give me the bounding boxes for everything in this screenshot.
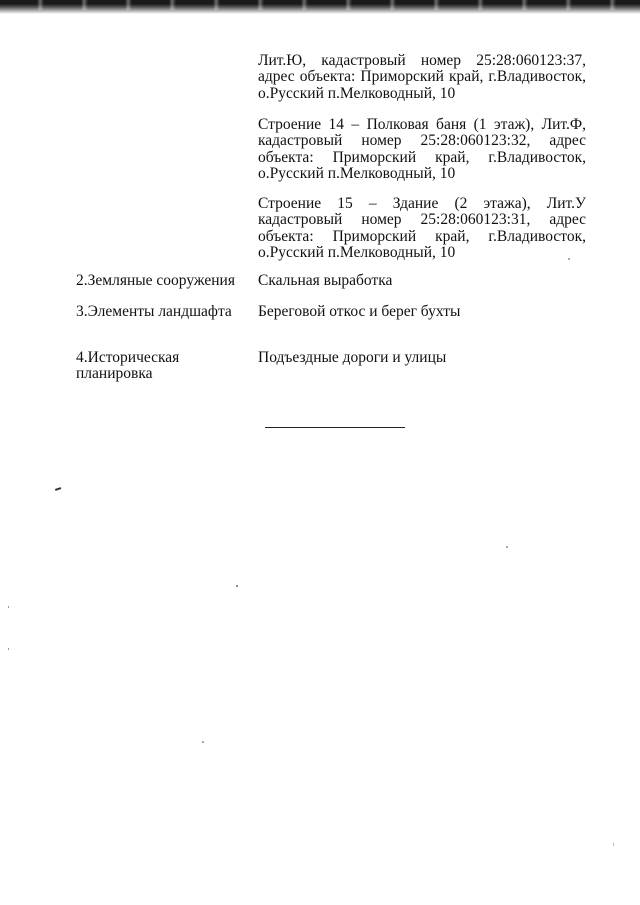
scan-speck bbox=[568, 258, 570, 260]
scan-speck bbox=[8, 606, 9, 608]
scan-speck bbox=[506, 546, 508, 548]
end-divider-line bbox=[265, 427, 405, 428]
scan-speck bbox=[55, 487, 61, 490]
row-value-landscape: Береговой откос и берег бухты bbox=[258, 303, 461, 320]
object-description-building-14: Строение 14 – Полковая баня (1 этаж), Лит.Ф, кадастровый номер 25:28:060123:32, адрес объекта: Приморский край, г.Владивосток, о.Русский п.Мелководный, 10 bbox=[258, 116, 586, 182]
row-value-earthworks: Скальная выработка bbox=[258, 272, 393, 289]
row-label-historical-layout: 4.Историческая планировка bbox=[76, 349, 180, 383]
row-value-historical-layout: Подъездные дороги и улицы bbox=[258, 349, 447, 366]
scan-speck bbox=[8, 648, 9, 650]
scan-top-edge bbox=[0, 0, 640, 14]
row-label-earthworks: 2.Земляные сооружения bbox=[76, 272, 235, 289]
scan-speck bbox=[202, 741, 204, 743]
object-description-building-15: Строение 15 – Здание (2 этажа), Лит.У кадастровый номер 25:28:060123:31, адрес объекта: Приморский край, г.Владивосток, о.Русский п.Мелководный, 10 bbox=[258, 195, 586, 261]
row-label-landscape: 3.Элементы ландшафта bbox=[76, 303, 232, 320]
scan-speck bbox=[236, 585, 238, 587]
scan-speck bbox=[613, 843, 614, 846]
object-description-lit-yu: Лит.Ю, кадастровый номер 25:28:060123:37, адрес объекта: Приморский край, г.Владивосток, о.Русский п.Мелководный, 10 bbox=[258, 52, 586, 102]
